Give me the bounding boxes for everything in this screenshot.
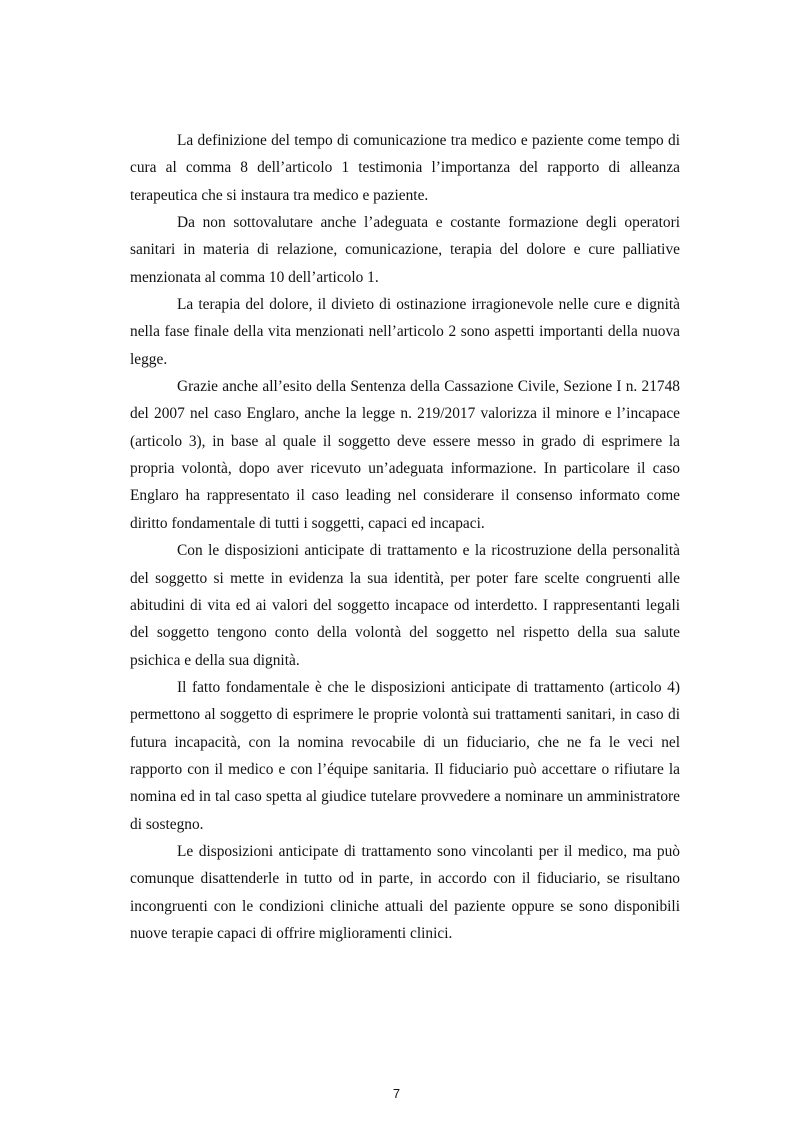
paragraph-advance-directives: Con le disposizioni anticipate di trattamento e la ricostruzione della personalità del soggetto si mette in evidenza la sua identità, per poter fare scelte congruenti alle abitudini di vita ed ai valori del soggetto incapace od interdetto. I rappresentanti legali del soggetto tengono conto della volontà del soggetto nel rispetto della sua salute psichica e della sua dignità.	[130, 542, 680, 669]
paragraph-trustee: Il fatto fondamentale è che le disposizioni anticipate di trattamento (articolo 4) permettono al soggetto di esprimere le proprie volontà sui trattamenti sanitari, in caso di futura incapacità, con la nomina revocabile di un fiduciario, che ne fa le veci nel rapporto con il medico e con l’équipe sanitaria. Il fiduciario può accettare o rifiutare la nomina ed in tal caso spetta al giudice tutelare provvedere a nominare un amministratore di sostegno.	[130, 678, 680, 833]
paragraph-englaro-case: Grazie anche all’esito della Sentenza della Cassazione Civile, Sezione I n. 21748 del 2007 nel caso Englaro, anche la legge n. 219/2017 valorizza il minore e l’incapace (articolo 3), in base al quale il soggetto deve essere messo in grado di esprimere la propria volontà, dopo aver ricevuto un’adeguata informazione. In particolare il caso Englaro ha rappresentato il caso leading nel considerare il consenso informato come diritto fondamentale di tutti i soggetti, capaci ed incapaci.	[130, 378, 680, 532]
paragraph-operator-training: Da non sottovalutare anche l’adeguata e costante formazione degli operatori sanitari in materia di relazione, comunicazione, terapia del dolore e cure palliative menzionata al comma 10 dell’articolo 1.	[130, 214, 680, 286]
paragraph-communication-time: La definizione del tempo di comunicazione tra medico e paziente come tempo di cura al comma 8 dell’articolo 1 testimonia l’importanza del rapporto di alleanza terapeutica che si instaura tra medico e paziente.	[130, 132, 680, 204]
paragraph-binding-directives: Le disposizioni anticipate di trattamento sono vincolanti per il medico, ma può comunque disattenderle in tutto od in parte, in accordo con il fiduciario, se risultano incongruenti con le condizioni cliniche attuali del paziente oppure se sono disponibili nuove terapie capaci di offrire miglioramenti clinici.	[130, 842, 680, 942]
paragraph-pain-therapy: La terapia del dolore, il divieto di ostinazione irragionevole nelle cure e dignità nella fase finale della vita menzionati nell’articolo 2 sono aspetti importanti della nuova legge.	[130, 296, 680, 368]
body-text	[130, 127, 680, 947]
page-number: 7	[392, 1086, 401, 1101]
